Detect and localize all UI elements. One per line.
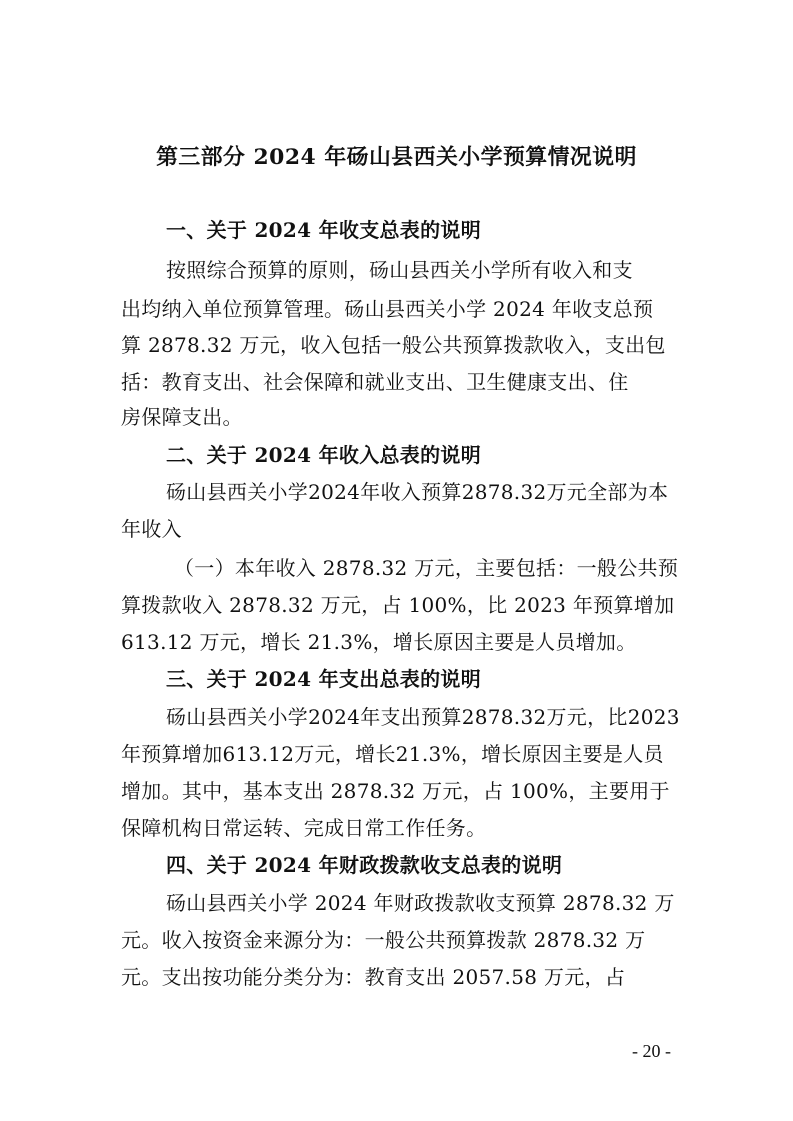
paragraph-line: 括：教育支出、社会保障和就业支出、卫生健康支出、住 (121, 370, 629, 394)
section-heading: 一、关于 2024 年收支总表的说明 (166, 218, 481, 242)
paragraph-line: 增加。其中，基本支出 2878.32 万元，占 100%，主要用于 (121, 779, 670, 803)
paragraph-line: 砀山县西关小学2024年收入预算2878.32万元全部为本 (166, 480, 669, 504)
page-number: - 20 - (632, 1041, 671, 1061)
paragraph-line: 出均纳入单位预算管理。砀山县西关小学 2024 年收支总预 (121, 297, 654, 321)
paragraph-line: 按照综合预算的原则，砀山县西关小学所有收入和支 (166, 258, 633, 282)
paragraph-line: 元。收入按资金来源分为：一般公共预算拨款 2878.32 万 (121, 928, 646, 952)
paragraph-line: 年预算增加613.12万元，增长21.3%，增长原因主要是人员 (121, 742, 664, 766)
paragraph-line: 算拨款收入 2878.32 万元，占 100%，比 2023 年预算增加 (121, 593, 675, 617)
paragraph-line: 元。支出按功能分类分为：教育支出 2057.58 万元，占 (121, 965, 626, 989)
paragraph-line: （一）本年收入 2878.32 万元，主要包括：一般公共预 (174, 556, 679, 580)
page-title: 第三部分 2024 年砀山县西关小学预算情况说明 (156, 144, 637, 170)
section-heading: 二、关于 2024 年收入总表的说明 (166, 443, 481, 467)
paragraph-line: 算 2878.32 万元，收入包括一般公共预算拨款收入，支出包 (121, 333, 666, 357)
section-heading: 四、关于 2024 年财政拨款收支总表的说明 (166, 853, 563, 877)
paragraph-line: 砀山县西关小学2024年支出预算2878.32万元，比2023 (166, 705, 680, 729)
paragraph-line: 房保障支出。 (121, 405, 243, 429)
paragraph-line: 砀山县西关小学 2024 年财政拨款收支预算 2878.32 万 (166, 891, 675, 915)
paragraph-line: 保障机构日常运转、完成日常工作任务。 (121, 816, 487, 840)
paragraph-line: 年收入 (121, 517, 182, 541)
paragraph-line: 613.12 万元，增长 21.3%，增长原因主要是人员增加。 (121, 630, 637, 654)
section-heading: 三、关于 2024 年支出总表的说明 (166, 667, 481, 691)
